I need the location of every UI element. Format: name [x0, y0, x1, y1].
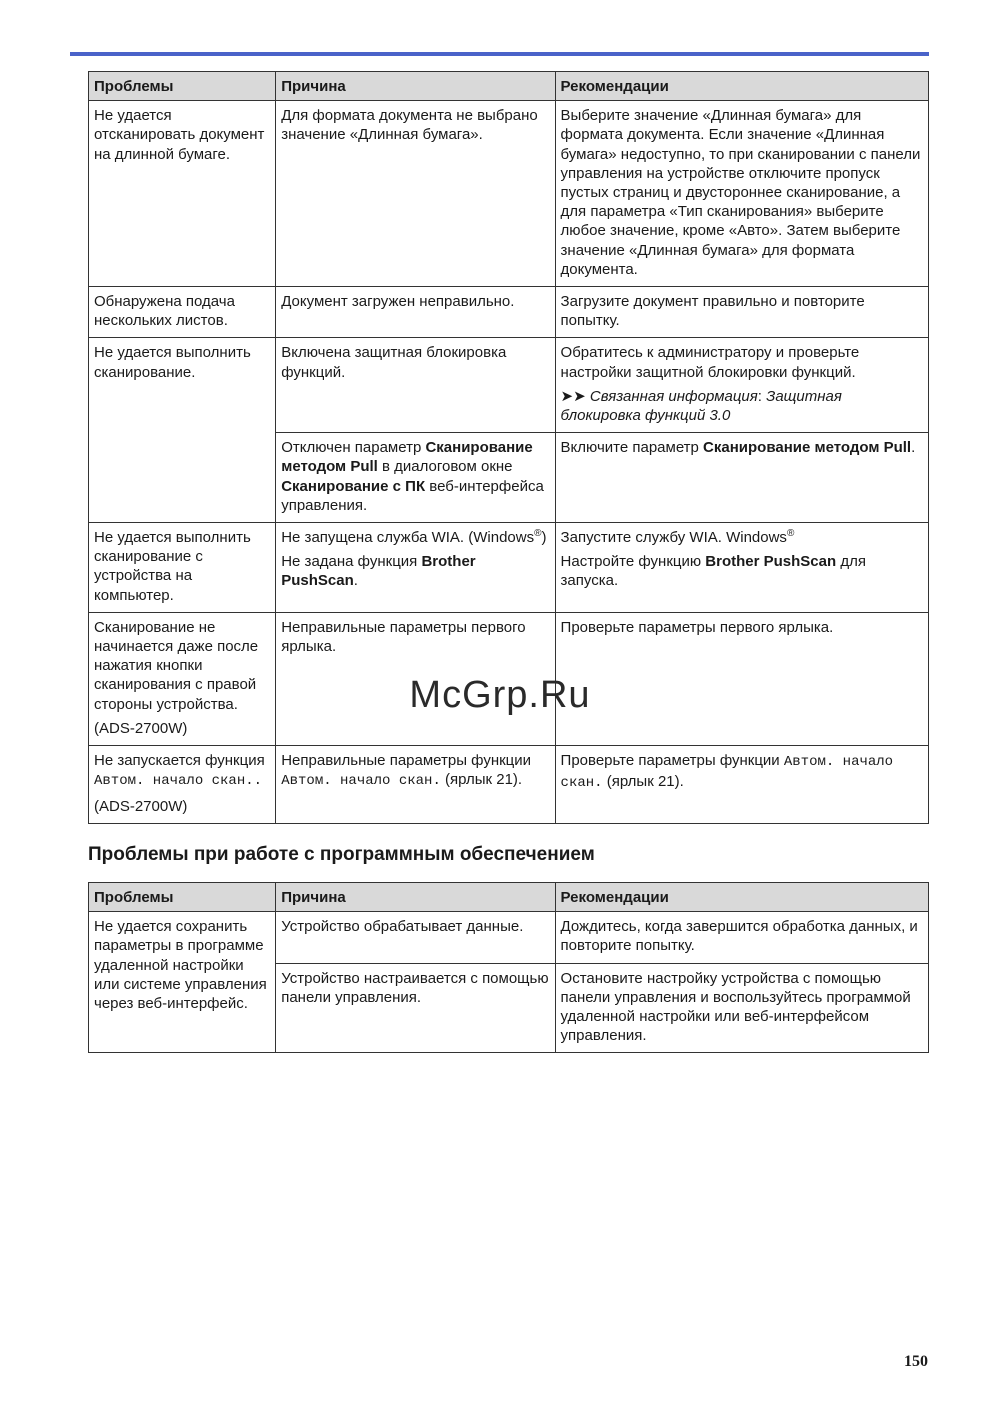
recommendation-cell: Остановите настройку устройства с помощью панели управления и воспользуйтесь программой удаленной настройки или веб-интерфейсом управления. — [555, 963, 928, 1053]
function-code: Автом. начало скан. — [281, 773, 441, 790]
cause-cell — [276, 523, 555, 613]
recommendation-cell — [555, 746, 928, 824]
col-header-problems: Проблемы — [89, 883, 276, 912]
recommendation-part: Запустите службу WIA. Windows — [560, 529, 787, 547]
problem-cell: Не удается сохранить параметры в программе удаленной настройки или системе управления через веб-интерфейс. — [89, 912, 276, 1053]
recommendation-cell: Выберите значение «Длинная бумага» для формата документа. Если значение «Длинная бумага» недоступно, то при сканировании с панели управления на устройстве отключите пропуск пустых страниц и двустороннее сканирование, а для параметра «Тип сканирования» выберите любое значение, кроме «Авто». Затем выберите значение «Длинная бумага» для формата документа. — [555, 101, 928, 287]
recommendation-part: (ярлык 21). — [602, 773, 684, 791]
registered-mark: ® — [534, 528, 542, 540]
cause-cell: Включена защитная блокировка функций. — [276, 338, 555, 433]
recommendation-cell: Дождитесь, когда завершится обработка данных, и повторите попытку. — [555, 912, 928, 963]
section-title: Проблемы при работе с программным обеспечением — [88, 844, 595, 865]
function-name: Brother PushScan — [281, 553, 476, 590]
model-note: (ADS-2700W) — [94, 797, 188, 815]
recommendation-text: . — [911, 439, 916, 457]
double-arrow-icon: ➤➤ — [560, 387, 586, 405]
problem-cell: Не удается выполнить сканирование. — [89, 338, 276, 523]
recommendation-cell: Проверьте параметры первого ярлыка. — [555, 612, 928, 745]
cause-part: Не запущена служба WIA. (Windows — [281, 529, 535, 547]
cause-part: ) — [541, 529, 547, 547]
problem-text — [94, 751, 270, 791]
problem-part: . — [253, 773, 263, 790]
recommendation-text: Обратитесь к администратору и проверьте настройки защитной блокировки функций. — [560, 344, 860, 381]
cause-part: Не задана функция — [281, 553, 422, 571]
recommendation-cell — [555, 523, 928, 613]
recommendation-cell — [555, 433, 928, 523]
table-row — [89, 101, 929, 287]
related-info-label: Связанная информация — [589, 387, 758, 405]
watermark: McGrp.Ru — [409, 674, 591, 716]
table-row — [89, 287, 929, 338]
cause-text — [281, 552, 549, 590]
cause-part: . — [353, 572, 358, 590]
table-row — [89, 523, 929, 613]
setting-name: Сканирование методом Pull — [703, 439, 912, 457]
related-info-target: Защитная блокировка функций 3.0 — [560, 387, 842, 425]
related-info-link[interactable] — [561, 387, 923, 425]
cause-text: в диалоговом окне — [377, 458, 513, 476]
col-header-recommendations: Рекомендации — [555, 883, 928, 912]
table-header-row — [89, 72, 929, 101]
recommendation-cell: Загрузите документ правильно и повторите попытку. — [555, 287, 928, 338]
table-row — [89, 746, 929, 824]
col-header-cause: Причина — [276, 883, 555, 912]
recommendation-text — [561, 552, 923, 590]
cause-part: Неправильные параметры функции — [281, 752, 532, 770]
dialog-name: Сканирование с ПК — [281, 477, 426, 495]
model-note: (ADS-2700W) — [94, 719, 188, 737]
cause-cell — [276, 746, 555, 824]
table-row — [89, 338, 929, 433]
function-name: Brother PushScan — [705, 553, 837, 571]
problem-cell — [89, 746, 276, 824]
recommendation-text: Включите параметр — [560, 439, 704, 457]
cause-cell: Устройство настраивается с помощью панели управления. — [276, 963, 555, 1053]
recommendation-part: Настройте функцию — [560, 553, 706, 571]
col-header-cause: Причина — [276, 72, 555, 101]
setting-name: Сканирование методом Pull — [281, 439, 533, 476]
page-number: 150 — [904, 1353, 928, 1370]
col-header-problems: Проблемы — [89, 72, 276, 101]
related-info-colon: : — [757, 387, 762, 405]
cause-cell: Неправильные параметры первого ярлыка. — [276, 612, 555, 745]
cause-cell: Документ загружен неправильно. — [276, 287, 555, 338]
problem-text: Сканирование не начинается даже после нажатия кнопки сканирования с правой стороны устройства. — [94, 618, 259, 713]
cause-text: Отключен параметр — [281, 439, 426, 457]
registered-mark: ® — [786, 528, 795, 540]
cause-cell — [276, 433, 555, 523]
problem-part: Не запускается функция — [94, 752, 265, 770]
header-rule — [70, 52, 929, 56]
recommendation-cell — [555, 338, 928, 433]
recommendation-part: для запуска. — [560, 553, 866, 590]
problem-cell: Не удается выполнить сканирование с устройства на компьютер. — [89, 523, 276, 613]
recommendation-text — [561, 528, 923, 547]
table-row — [89, 912, 929, 963]
function-code: Автом. начало скан. — [560, 754, 894, 792]
table-header-row — [89, 883, 929, 912]
problem-cell: Не удается отсканировать документ на длинной бумаге. — [89, 101, 276, 287]
cause-part: (ярлык 21). — [440, 771, 523, 789]
col-header-recommendations: Рекомендации — [555, 72, 928, 101]
function-code: Автом. начало скан. — [94, 773, 254, 790]
cause-cell: Устройство обрабатывает данные. — [276, 912, 555, 963]
cause-text — [281, 528, 549, 547]
cause-cell: Для формата документа не выбрано значение «Длинная бумага». — [276, 101, 555, 287]
problem-cell: Обнаружена подача нескольких листов. — [89, 287, 276, 338]
software-problems-table — [88, 882, 929, 1053]
problem-cell — [89, 612, 276, 745]
recommendation-part: Проверьте параметры функции — [560, 752, 784, 770]
cause-text: веб-интерфейса управления. — [281, 477, 544, 514]
